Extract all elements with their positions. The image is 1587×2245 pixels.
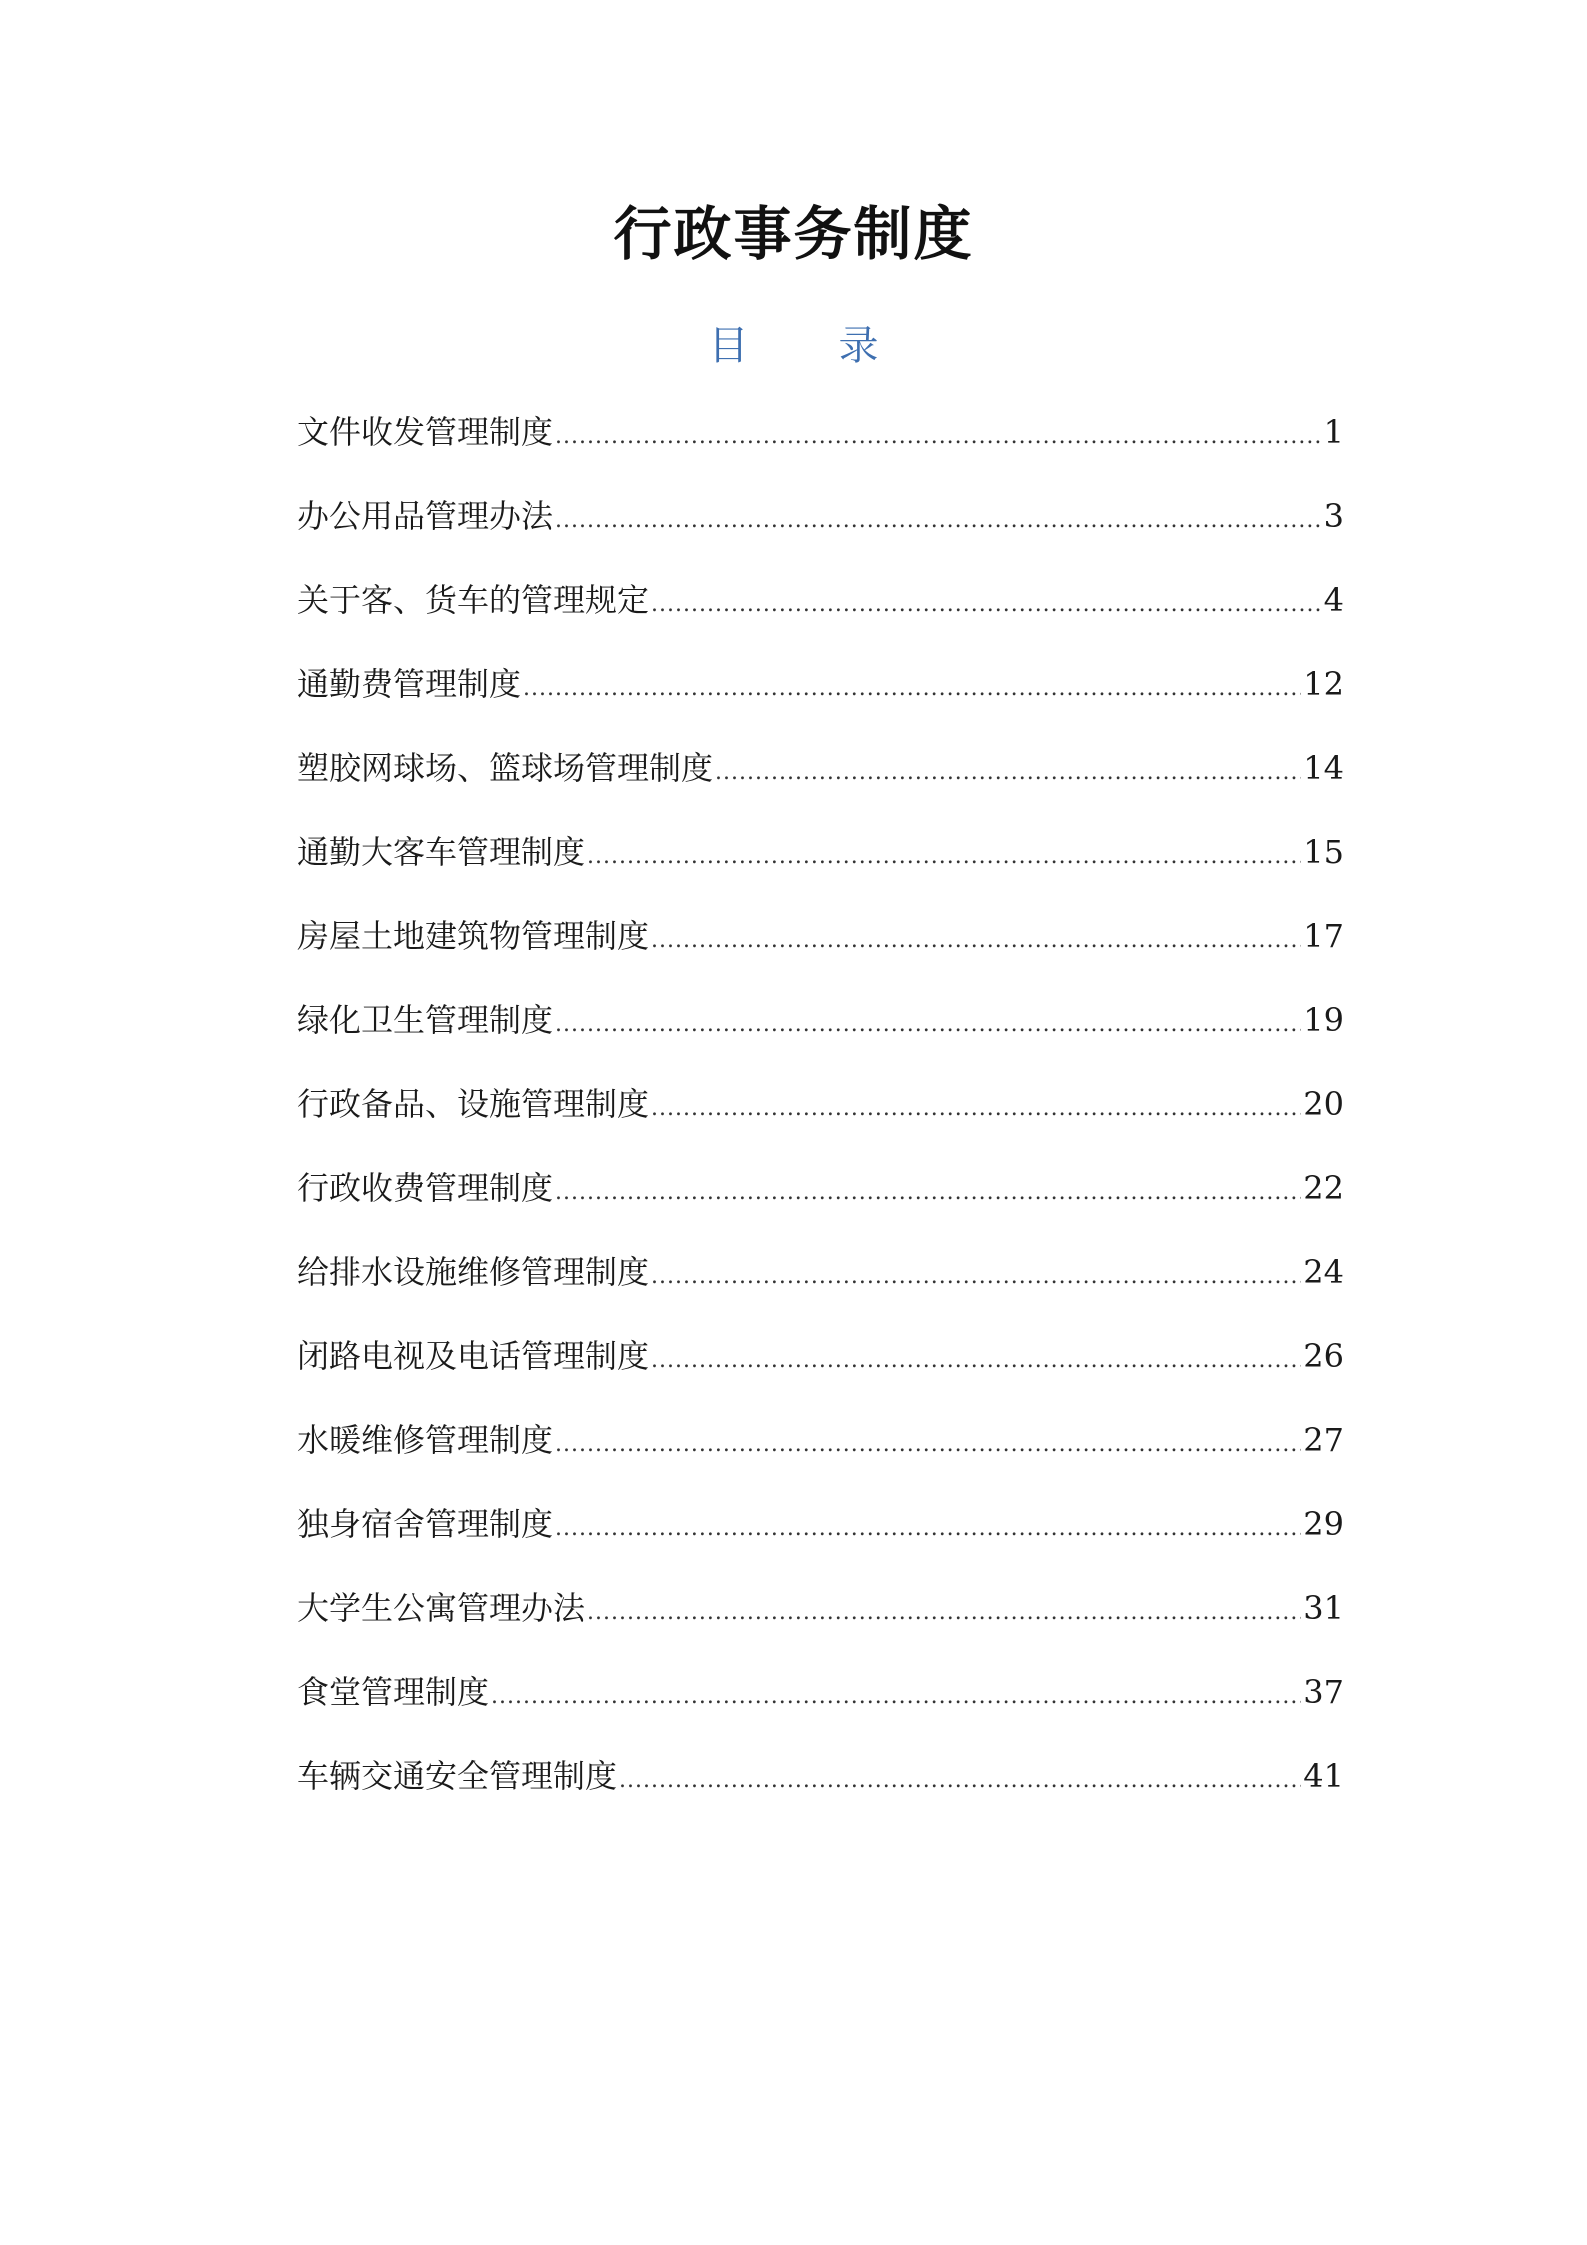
toc-leader-dots	[651, 913, 1301, 969]
toc-entry[interactable]	[297, 1076, 1344, 1160]
toc-entry-label[interactable]: 塑胶网球场、篮球场管理制度	[297, 749, 714, 787]
toc-entry-page[interactable]: 14	[1303, 749, 1344, 787]
toc-heading-char-1: 目	[708, 323, 749, 369]
toc-entry-label[interactable]: 食堂管理制度	[297, 1673, 490, 1711]
toc-entry-page[interactable]: 15	[1303, 833, 1344, 871]
toc-entry-page[interactable]: 22	[1303, 1169, 1344, 1207]
toc-entry-page[interactable]: 24	[1303, 1253, 1344, 1291]
toc-entry[interactable]	[297, 656, 1344, 740]
toc-entry[interactable]	[297, 1496, 1344, 1580]
toc-entry-label[interactable]: 通勤费管理制度	[297, 665, 522, 703]
toc-leader-dots	[587, 829, 1301, 885]
toc-leader-dots	[651, 1249, 1301, 1305]
toc-entry-label[interactable]: 闭路电视及电话管理制度	[297, 1337, 650, 1375]
toc-leader-dots	[651, 577, 1322, 633]
toc-leader-dots	[555, 409, 1322, 465]
document-title: 行政事务制度	[613, 200, 974, 268]
toc-entry-page[interactable]: 37	[1303, 1673, 1344, 1711]
toc-entry-page[interactable]: 12	[1303, 665, 1344, 703]
toc-leader-dots	[555, 1417, 1301, 1473]
toc-entry-page[interactable]: 20	[1303, 1085, 1344, 1123]
toc-entry-label[interactable]: 独身宿舍管理制度	[297, 1505, 554, 1543]
toc-leader-dots	[555, 997, 1301, 1053]
toc-entry-label[interactable]: 行政收费管理制度	[297, 1169, 554, 1207]
toc-leader-dots	[523, 661, 1301, 717]
toc-entry-label[interactable]: 大学生公寓管理办法	[297, 1589, 586, 1627]
toc-leader-dots	[651, 1333, 1301, 1389]
toc-entry[interactable]	[297, 404, 1344, 488]
toc-entry-label[interactable]: 绿化卫生管理制度	[297, 1001, 554, 1039]
toc-entry[interactable]	[297, 1328, 1344, 1412]
toc-entry-label[interactable]: 车辆交通安全管理制度	[297, 1757, 618, 1795]
toc-entry[interactable]	[297, 992, 1344, 1076]
toc-entry-label[interactable]: 给排水设施维修管理制度	[297, 1253, 650, 1291]
toc-entry[interactable]	[297, 488, 1344, 572]
toc-entry[interactable]	[297, 824, 1344, 908]
toc-list	[297, 404, 1344, 1832]
toc-entry-page[interactable]: 41	[1303, 1757, 1344, 1795]
toc-entry-label[interactable]: 通勤大客车管理制度	[297, 833, 586, 871]
toc-entry[interactable]	[297, 572, 1344, 656]
toc-entry-page[interactable]: 27	[1303, 1421, 1344, 1459]
toc-entry[interactable]	[297, 1244, 1344, 1328]
toc-entry[interactable]	[297, 1412, 1344, 1496]
toc-entry-label[interactable]: 行政备品、设施管理制度	[297, 1085, 650, 1123]
toc-entry-page[interactable]: 17	[1303, 917, 1344, 955]
toc-entry-page[interactable]: 29	[1303, 1505, 1344, 1543]
toc-entry[interactable]	[297, 1664, 1344, 1748]
toc-entry[interactable]	[297, 1748, 1344, 1832]
toc-entry-page[interactable]: 3	[1323, 497, 1344, 535]
toc-leader-dots	[715, 745, 1301, 801]
toc-entry-page[interactable]: 19	[1303, 1001, 1344, 1039]
toc-entry-label[interactable]: 关于客、货车的管理规定	[297, 581, 650, 619]
toc-entry-label[interactable]: 文件收发管理制度	[297, 413, 554, 451]
toc-entry[interactable]	[297, 1160, 1344, 1244]
toc-entry[interactable]	[297, 740, 1344, 824]
toc-entry-page[interactable]: 26	[1303, 1337, 1344, 1375]
toc-entry-label[interactable]: 房屋土地建筑物管理制度	[297, 917, 650, 955]
toc-leader-dots	[651, 1081, 1301, 1137]
toc-entry[interactable]	[297, 908, 1344, 992]
toc-leader-dots	[555, 1165, 1301, 1221]
toc-entry-page[interactable]: 31	[1303, 1589, 1344, 1627]
toc-leader-dots	[555, 1501, 1301, 1557]
toc-leader-dots	[619, 1753, 1301, 1809]
toc-leader-dots	[491, 1669, 1301, 1725]
toc-entry[interactable]	[297, 1580, 1344, 1664]
toc-heading-char-2: 录	[838, 323, 879, 369]
toc-entry-label[interactable]: 办公用品管理办法	[297, 497, 554, 535]
toc-entry-page[interactable]: 4	[1323, 581, 1344, 619]
toc-entry-label[interactable]: 水暖维修管理制度	[297, 1421, 554, 1459]
toc-leader-dots	[587, 1585, 1301, 1641]
toc-heading	[0, 318, 1587, 374]
toc-entry-page[interactable]: 1	[1323, 413, 1344, 451]
toc-leader-dots	[555, 493, 1322, 549]
